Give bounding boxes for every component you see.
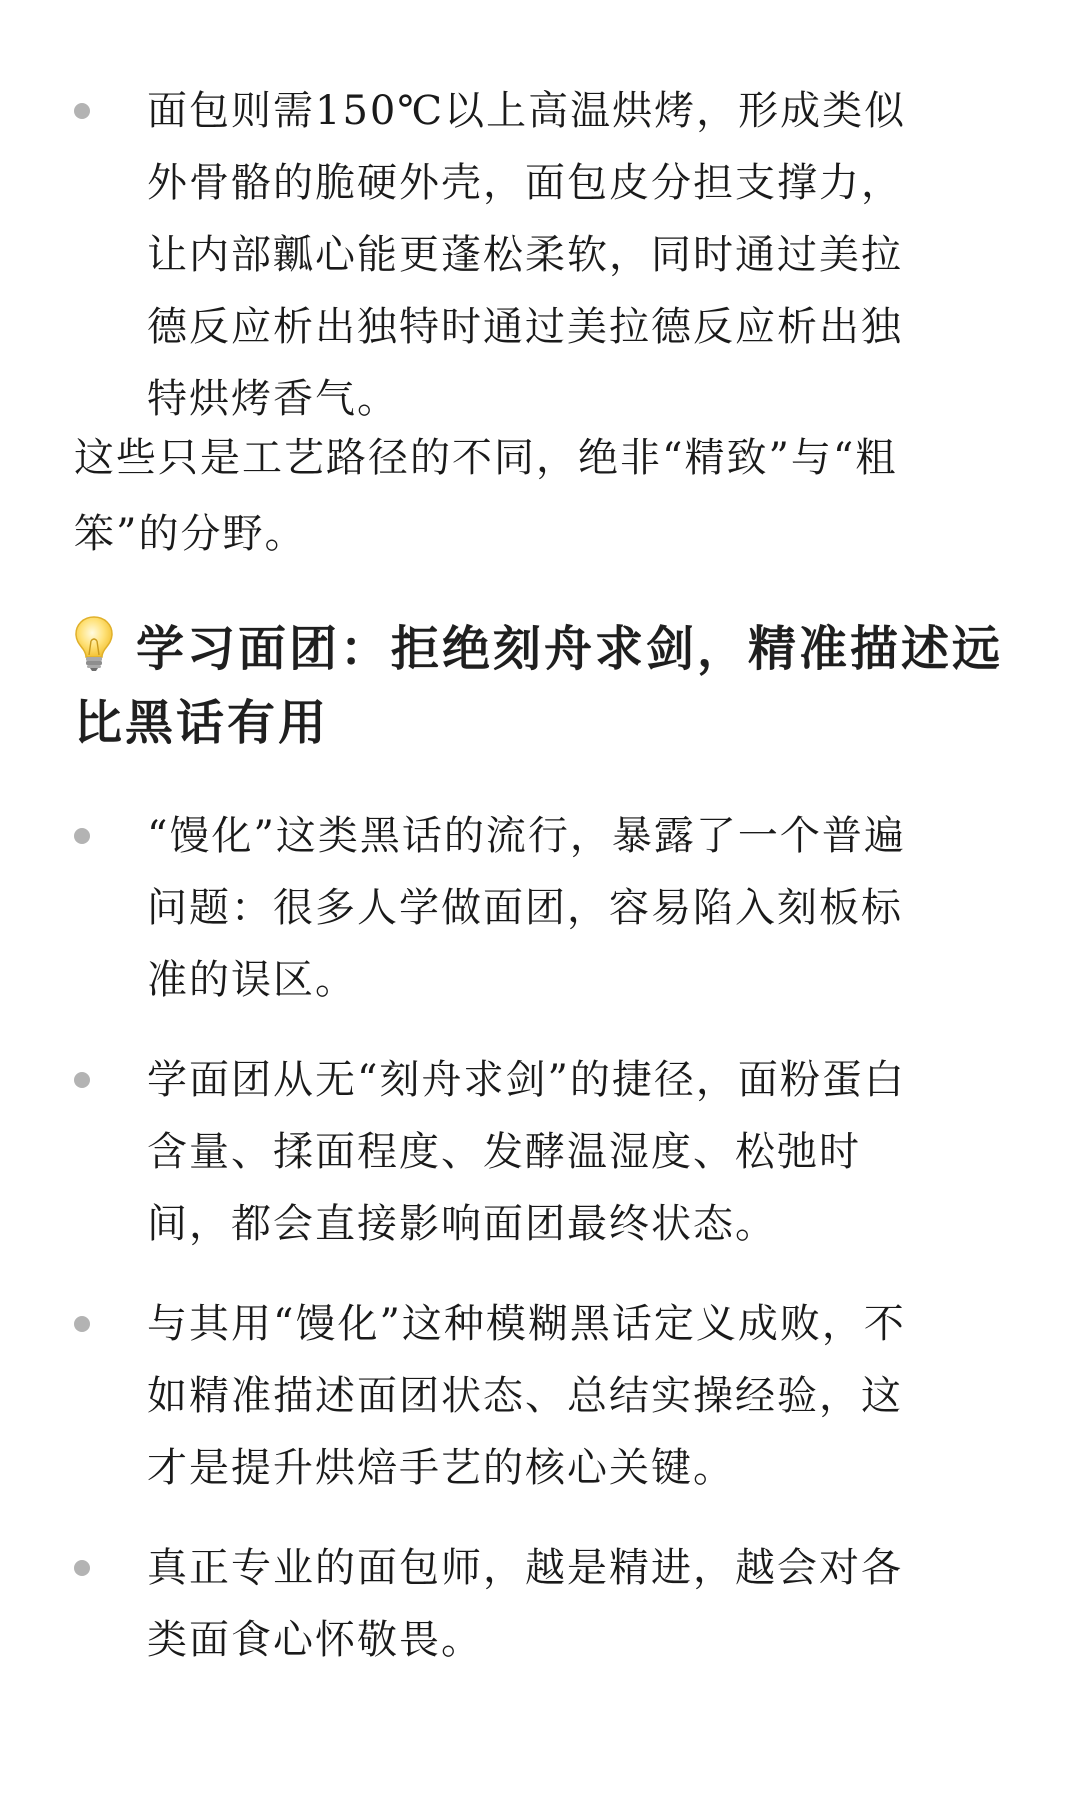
list-item [74, 800, 944, 1016]
bullet-dot [74, 1560, 90, 1576]
list-item [74, 1532, 944, 1676]
bullet-dot [74, 1316, 90, 1332]
bullet-list [74, 800, 1014, 1704]
bullet-dot [74, 828, 90, 844]
list-item-text: “馒化”这类黑话的流行，暴露了一个普遍问题：很多人学做面团，容易陷入刻板标准的误区。 [147, 813, 906, 1003]
list-item [74, 1288, 944, 1504]
lightbulb-icon [74, 615, 114, 671]
section-heading [74, 612, 1014, 760]
top-bullet-list [74, 75, 1014, 435]
list-item [74, 1044, 944, 1260]
body-paragraph: 这些只是工艺路径的不同，绝非“精致”与“粗笨”的分野。 [74, 435, 898, 557]
section-heading-text: 学习面团：拒绝刻舟求剑，精准描述远比黑话有用 [74, 621, 1004, 751]
list-item [74, 75, 944, 435]
bullet-dot [74, 1072, 90, 1088]
bullet-dot [74, 103, 90, 119]
list-item-text: 与其用“馒化”这种模糊黑话定义成败，不如精准描述面团状态、总结实操经验，这才是提升烘焙手艺的核心关键。 [147, 1301, 906, 1491]
list-item-text: 学面团从无“刻舟求剑”的捷径，面粉蛋白含量、揉面程度、发酵温湿度、松弛时间，都会直接影响面团最终状态。 [147, 1057, 906, 1247]
list-item-text: 面包则需150℃以上高温烘烤，形成类似外骨骼的脆硬外壳，面包皮分担支撑力，让内部瓤心能更蓬松柔软，同时通过美拉德反应析出独特时通过美拉德反应析出独特烘烤香气。 [147, 88, 907, 422]
list-item-text: 真正专业的面包师，越是精进，越会对各类面食心怀敬畏。 [147, 1545, 903, 1663]
